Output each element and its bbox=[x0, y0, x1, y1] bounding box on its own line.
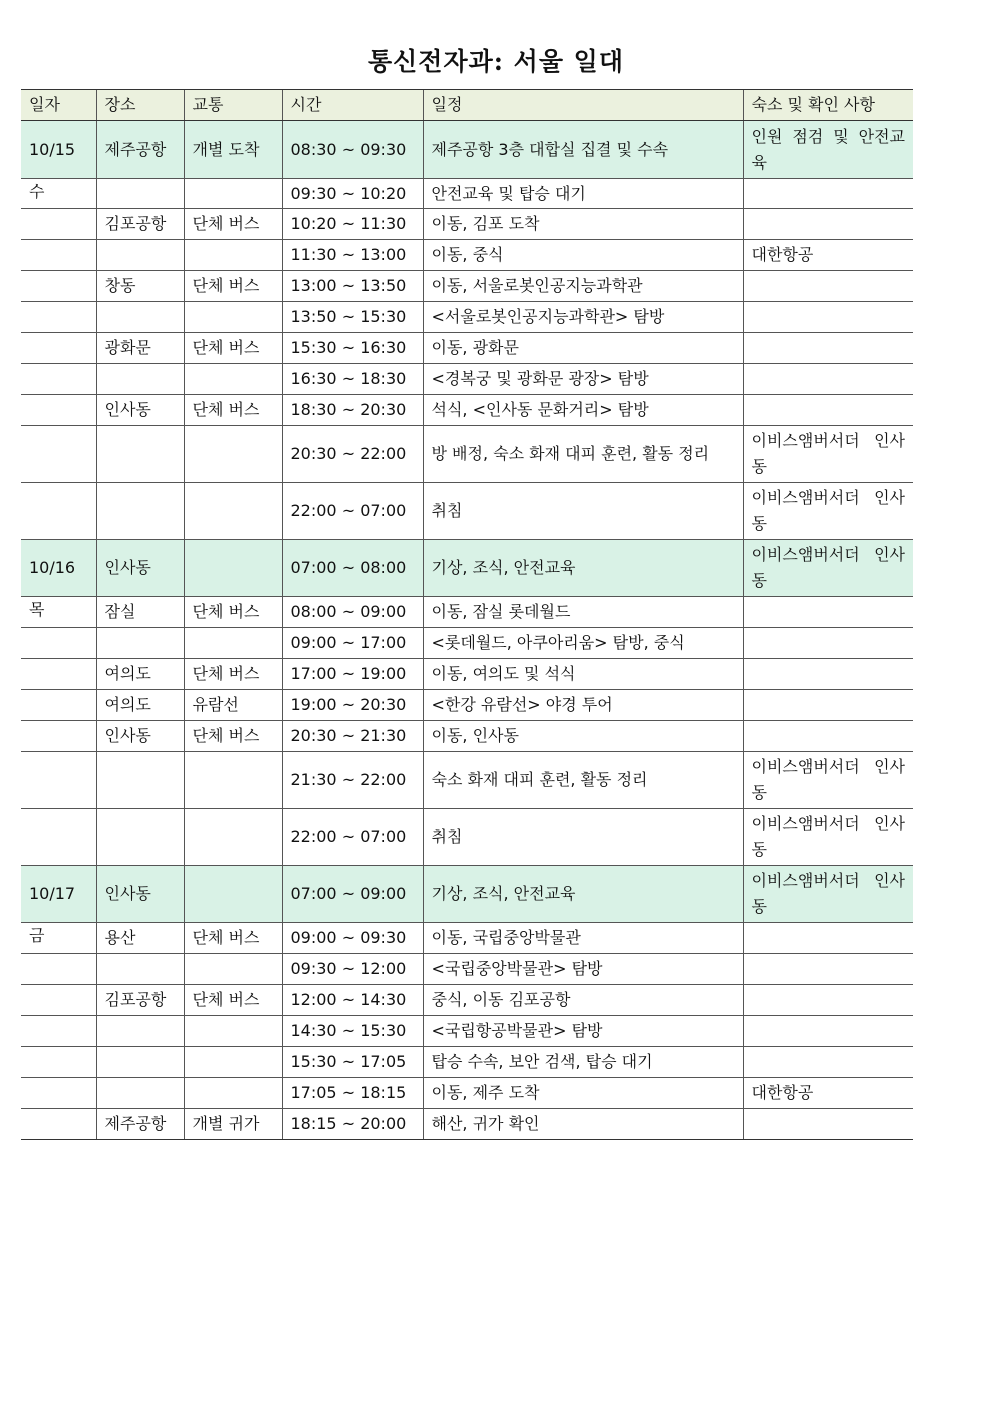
cell-time: 22:00 ~ 07:00 bbox=[282, 809, 423, 866]
cell-note bbox=[743, 1016, 913, 1047]
cell-note: 이비스앰버서더 인사동 bbox=[743, 426, 913, 483]
cell-note bbox=[743, 923, 913, 954]
cell-schedule: 이동, 김포 도착 bbox=[423, 209, 743, 240]
page-title: 통신전자과: 서울 일대 bbox=[368, 47, 624, 76]
cell-time: 08:00 ~ 09:00 bbox=[282, 597, 423, 628]
cell-schedule: 기상, 조식, 안전교육 bbox=[423, 540, 743, 597]
cell-schedule: 숙소 화재 대피 훈련, 활동 정리 bbox=[423, 752, 743, 809]
cell-transport bbox=[184, 1016, 282, 1047]
table-row bbox=[21, 923, 913, 954]
cell-time: 16:30 ~ 18:30 bbox=[282, 364, 423, 395]
cell-transport: 단체 버스 bbox=[184, 721, 282, 752]
cell-place: 잠실 bbox=[96, 597, 184, 628]
table-row bbox=[21, 240, 913, 271]
cell-time: 22:00 ~ 07:00 bbox=[282, 483, 423, 540]
cell-date bbox=[21, 240, 96, 271]
cell-schedule: <서울로봇인공지능과학관> 탐방 bbox=[423, 302, 743, 333]
cell-time: 20:30 ~ 22:00 bbox=[282, 426, 423, 483]
table-row bbox=[21, 752, 913, 809]
cell-transport bbox=[184, 302, 282, 333]
cell-transport: 단체 버스 bbox=[184, 209, 282, 240]
cell-place: 제주공항 bbox=[96, 121, 184, 179]
cell-transport: 단체 버스 bbox=[184, 985, 282, 1016]
cell-note bbox=[743, 954, 913, 985]
cell-transport: 단체 버스 bbox=[184, 597, 282, 628]
cell-schedule: 석식, <인사동 문화거리> 탐방 bbox=[423, 395, 743, 426]
header-row bbox=[21, 90, 913, 121]
cell-time: 07:00 ~ 09:00 bbox=[282, 866, 423, 923]
cell-time: 15:30 ~ 16:30 bbox=[282, 333, 423, 364]
cell-place bbox=[96, 1078, 184, 1109]
cell-transport bbox=[184, 1047, 282, 1078]
cell-note bbox=[743, 597, 913, 628]
cell-time: 20:30 ~ 21:30 bbox=[282, 721, 423, 752]
cell-date: 10/17 bbox=[21, 866, 96, 923]
cell-time: 13:50 ~ 15:30 bbox=[282, 302, 423, 333]
cell-date bbox=[21, 954, 96, 985]
table-row bbox=[21, 1047, 913, 1078]
cell-transport bbox=[184, 866, 282, 923]
cell-transport bbox=[184, 809, 282, 866]
table-row bbox=[21, 1016, 913, 1047]
cell-schedule: 탑승 수속, 보안 검색, 탑승 대기 bbox=[423, 1047, 743, 1078]
cell-place bbox=[96, 752, 184, 809]
cell-time: 09:30 ~ 12:00 bbox=[282, 954, 423, 985]
cell-transport bbox=[184, 240, 282, 271]
cell-date: 금 bbox=[21, 923, 96, 954]
cell-schedule: 이동, 광화문 bbox=[423, 333, 743, 364]
cell-date bbox=[21, 1109, 96, 1140]
cell-place: 인사동 bbox=[96, 866, 184, 923]
cell-note bbox=[743, 395, 913, 426]
cell-date bbox=[21, 395, 96, 426]
cell-date bbox=[21, 271, 96, 302]
cell-schedule: 이동, 국립중앙박물관 bbox=[423, 923, 743, 954]
cell-note bbox=[743, 721, 913, 752]
cell-note bbox=[743, 333, 913, 364]
cell-place: 인사동 bbox=[96, 540, 184, 597]
cell-transport bbox=[184, 752, 282, 809]
cell-place: 제주공항 bbox=[96, 1109, 184, 1140]
cell-schedule: 이동, 서울로봇인공지능과학관 bbox=[423, 271, 743, 302]
cell-time: 13:00 ~ 13:50 bbox=[282, 271, 423, 302]
cell-note: 이비스앰버서더 인사동 bbox=[743, 866, 913, 923]
cell-schedule: 취침 bbox=[423, 809, 743, 866]
cell-note: 이비스앰버서더 인사동 bbox=[743, 752, 913, 809]
cell-place bbox=[96, 426, 184, 483]
cell-time: 09:00 ~ 09:30 bbox=[282, 923, 423, 954]
cell-schedule: 해산, 귀가 확인 bbox=[423, 1109, 743, 1140]
cell-schedule: <롯데월드, 아쿠아리움> 탐방, 중식 bbox=[423, 628, 743, 659]
cell-time: 12:00 ~ 14:30 bbox=[282, 985, 423, 1016]
header-note: 숙소 및 확인 사항 bbox=[743, 90, 913, 121]
cell-date bbox=[21, 1016, 96, 1047]
cell-date: 목 bbox=[21, 597, 96, 628]
cell-note bbox=[743, 271, 913, 302]
cell-date bbox=[21, 985, 96, 1016]
cell-transport bbox=[184, 954, 282, 985]
cell-transport bbox=[184, 1078, 282, 1109]
cell-note bbox=[743, 628, 913, 659]
table-row bbox=[21, 866, 913, 923]
header-place: 장소 bbox=[96, 90, 184, 121]
cell-schedule: 방 배정, 숙소 화재 대피 훈련, 활동 정리 bbox=[423, 426, 743, 483]
cell-time: 10:20 ~ 11:30 bbox=[282, 209, 423, 240]
cell-note: 인원 점검 및 안전교육 bbox=[743, 121, 913, 179]
cell-note bbox=[743, 659, 913, 690]
cell-place: 창동 bbox=[96, 271, 184, 302]
header-date: 일자 bbox=[21, 90, 96, 121]
cell-transport: 개별 도착 bbox=[184, 121, 282, 179]
cell-place: 용산 bbox=[96, 923, 184, 954]
table-row bbox=[21, 179, 913, 209]
cell-date bbox=[21, 483, 96, 540]
table-row bbox=[21, 985, 913, 1016]
cell-transport: 유람선 bbox=[184, 690, 282, 721]
header-time: 시간 bbox=[282, 90, 423, 121]
cell-schedule: <국립항공박물관> 탐방 bbox=[423, 1016, 743, 1047]
table-row bbox=[21, 659, 913, 690]
cell-date bbox=[21, 809, 96, 866]
table-row bbox=[21, 1078, 913, 1109]
table-row bbox=[21, 809, 913, 866]
cell-schedule: <한강 유람선> 야경 투어 bbox=[423, 690, 743, 721]
header-schedule: 일정 bbox=[423, 90, 743, 121]
cell-date bbox=[21, 628, 96, 659]
cell-schedule: <국립중앙박물관> 탐방 bbox=[423, 954, 743, 985]
cell-place bbox=[96, 302, 184, 333]
cell-transport bbox=[184, 540, 282, 597]
cell-time: 18:30 ~ 20:30 bbox=[282, 395, 423, 426]
cell-time: 21:30 ~ 22:00 bbox=[282, 752, 423, 809]
table-row bbox=[21, 540, 913, 597]
table-row bbox=[21, 597, 913, 628]
cell-time: 19:00 ~ 20:30 bbox=[282, 690, 423, 721]
schedule-table bbox=[21, 89, 913, 1140]
cell-schedule: 이동, 인사동 bbox=[423, 721, 743, 752]
table-row bbox=[21, 1109, 913, 1140]
cell-time: 17:00 ~ 19:00 bbox=[282, 659, 423, 690]
cell-place: 인사동 bbox=[96, 395, 184, 426]
cell-date bbox=[21, 302, 96, 333]
table-row bbox=[21, 426, 913, 483]
cell-schedule: 이동, 제주 도착 bbox=[423, 1078, 743, 1109]
cell-place: 광화문 bbox=[96, 333, 184, 364]
cell-time: 18:15 ~ 20:00 bbox=[282, 1109, 423, 1140]
table-row bbox=[21, 209, 913, 240]
cell-place bbox=[96, 628, 184, 659]
cell-date bbox=[21, 659, 96, 690]
cell-note bbox=[743, 1109, 913, 1140]
table-row bbox=[21, 121, 913, 179]
table-row bbox=[21, 721, 913, 752]
table-row bbox=[21, 954, 913, 985]
cell-transport bbox=[184, 628, 282, 659]
cell-time: 08:30 ~ 09:30 bbox=[282, 121, 423, 179]
cell-note bbox=[743, 364, 913, 395]
cell-schedule: <경복궁 및 광화문 광장> 탐방 bbox=[423, 364, 743, 395]
cell-date: 수 bbox=[21, 179, 96, 209]
cell-date: 10/16 bbox=[21, 540, 96, 597]
header-transport: 교통 bbox=[184, 90, 282, 121]
cell-date bbox=[21, 333, 96, 364]
table-row bbox=[21, 333, 913, 364]
cell-place bbox=[96, 809, 184, 866]
cell-note: 이비스앰버서더 인사동 bbox=[743, 540, 913, 597]
cell-note bbox=[743, 1047, 913, 1078]
cell-time: 17:05 ~ 18:15 bbox=[282, 1078, 423, 1109]
cell-note bbox=[743, 209, 913, 240]
cell-note bbox=[743, 179, 913, 209]
table-row bbox=[21, 302, 913, 333]
cell-date bbox=[21, 721, 96, 752]
table-row bbox=[21, 690, 913, 721]
cell-place: 여의도 bbox=[96, 690, 184, 721]
cell-place bbox=[96, 954, 184, 985]
cell-transport: 개별 귀가 bbox=[184, 1109, 282, 1140]
cell-place: 인사동 bbox=[96, 721, 184, 752]
cell-place bbox=[96, 483, 184, 540]
cell-place: 김포공항 bbox=[96, 985, 184, 1016]
cell-time: 11:30 ~ 13:00 bbox=[282, 240, 423, 271]
cell-note bbox=[743, 302, 913, 333]
cell-note bbox=[743, 690, 913, 721]
cell-place bbox=[96, 240, 184, 271]
cell-schedule: 이동, 중식 bbox=[423, 240, 743, 271]
cell-place bbox=[96, 1016, 184, 1047]
cell-note bbox=[743, 985, 913, 1016]
table-row bbox=[21, 395, 913, 426]
cell-schedule: 이동, 잠실 롯데월드 bbox=[423, 597, 743, 628]
cell-transport: 단체 버스 bbox=[184, 395, 282, 426]
cell-schedule: 취침 bbox=[423, 483, 743, 540]
cell-place: 김포공항 bbox=[96, 209, 184, 240]
cell-place bbox=[96, 179, 184, 209]
cell-transport: 단체 버스 bbox=[184, 333, 282, 364]
table-row bbox=[21, 628, 913, 659]
cell-time: 14:30 ~ 15:30 bbox=[282, 1016, 423, 1047]
cell-date bbox=[21, 209, 96, 240]
schedule-body bbox=[21, 121, 913, 1140]
cell-transport bbox=[184, 426, 282, 483]
cell-transport bbox=[184, 483, 282, 540]
cell-note: 대한항공 bbox=[743, 240, 913, 271]
cell-transport bbox=[184, 179, 282, 209]
table-row bbox=[21, 483, 913, 540]
table-row bbox=[21, 271, 913, 302]
cell-date bbox=[21, 1047, 96, 1078]
cell-schedule: 중식, 이동 김포공항 bbox=[423, 985, 743, 1016]
table-row bbox=[21, 364, 913, 395]
cell-transport: 단체 버스 bbox=[184, 923, 282, 954]
cell-schedule: 기상, 조식, 안전교육 bbox=[423, 866, 743, 923]
cell-transport: 단체 버스 bbox=[184, 659, 282, 690]
cell-place: 여의도 bbox=[96, 659, 184, 690]
cell-schedule: 안전교육 및 탑승 대기 bbox=[423, 179, 743, 209]
cell-date bbox=[21, 752, 96, 809]
cell-time: 09:00 ~ 17:00 bbox=[282, 628, 423, 659]
cell-place bbox=[96, 1047, 184, 1078]
cell-place bbox=[96, 364, 184, 395]
cell-date bbox=[21, 426, 96, 483]
cell-date bbox=[21, 1078, 96, 1109]
cell-schedule: 제주공항 3층 대합실 집결 및 수속 bbox=[423, 121, 743, 179]
cell-date bbox=[21, 364, 96, 395]
cell-time: 07:00 ~ 08:00 bbox=[282, 540, 423, 597]
cell-note: 이비스앰버서더 인사동 bbox=[743, 809, 913, 866]
cell-date bbox=[21, 690, 96, 721]
cell-time: 15:30 ~ 17:05 bbox=[282, 1047, 423, 1078]
cell-transport: 단체 버스 bbox=[184, 271, 282, 302]
cell-transport bbox=[184, 364, 282, 395]
cell-date: 10/15 bbox=[21, 121, 96, 179]
cell-note: 이비스앰버서더 인사동 bbox=[743, 483, 913, 540]
cell-time: 09:30 ~ 10:20 bbox=[282, 179, 423, 209]
cell-schedule: 이동, 여의도 및 석식 bbox=[423, 659, 743, 690]
cell-note: 대한항공 bbox=[743, 1078, 913, 1109]
